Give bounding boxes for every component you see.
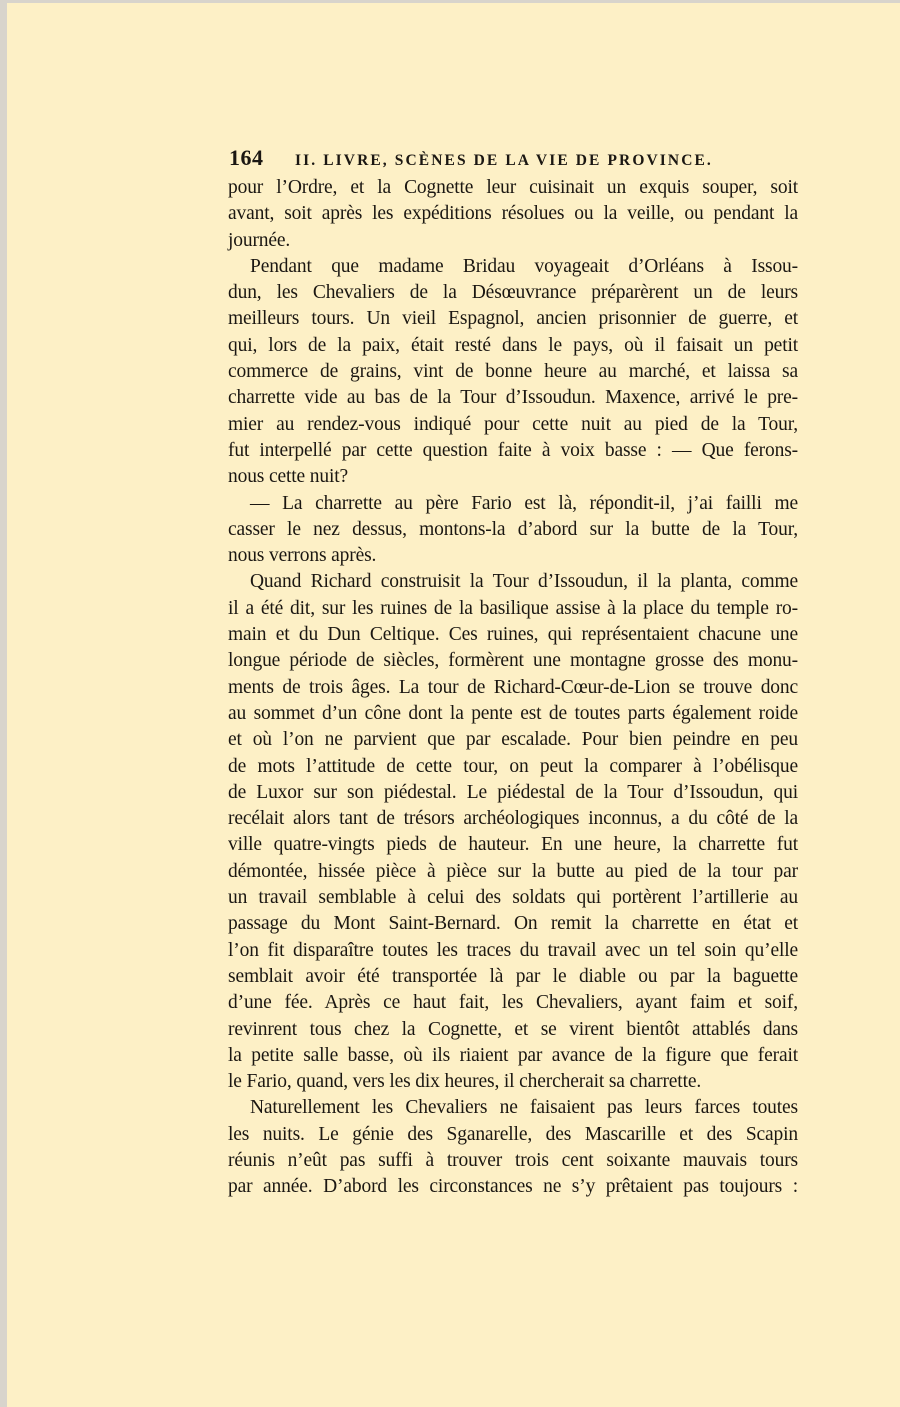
text-line: casser le nez dessus, montons-la d’abord sur la butte de la Tour, (228, 518, 798, 540)
text-line: Quand Richard construisit la Tour d’Issoudun, il la planta, comme (250, 571, 798, 593)
text-line: dun, les Chevaliers de la Désœuvrance préparèrent un de leurs (228, 282, 798, 304)
text-line: journée. (228, 229, 291, 251)
page-number: 164 (229, 145, 264, 170)
text-line: commerce de grains, vint de bonne heure au marché, et laissa sa (228, 361, 798, 383)
text-line: au sommet d’un cône dont la pente est de toutes parts également roide (228, 702, 798, 724)
text-line: avant, soit après les expéditions résolues ou la veille, ou pendant la (228, 203, 798, 225)
text-line: Pendant que madame Bridau voyageait d’Orléans à Issou- (250, 255, 798, 277)
text-line: meilleurs tours. Un vieil Espagnol, ancien prisonnier de guerre, et (228, 308, 798, 330)
text-line: il a été dit, sur les ruines de la basilique assise à la place du temple ro- (228, 597, 798, 619)
text-line: passage du Mont Saint-Bernard. On remit la charrette en état et (228, 913, 798, 935)
text-line: réunis n’eût pas suffi à trouver trois cent soixante mauvais tours (228, 1149, 798, 1171)
text-line: longue période de siècles, formèrent une montagne grosse des monu- (228, 650, 798, 672)
text-line: charrette vide au bas de la Tour d’Issoudun. Maxence, arrivé le pre- (228, 387, 798, 409)
text-line: revinrent tous chez la Cognette, et se virent bientôt attablés dans (228, 1018, 798, 1040)
text-line: recélait alors tant de trésors archéologiques inconnus, a du côté de la (228, 808, 798, 830)
text-line: ville quatre-vingts pieds de hauteur. En une heure, la charrette fut (228, 834, 798, 856)
text-line: et où l’on ne parvient que par escalade. Pour bien peindre en peu (228, 729, 798, 751)
text-line: de Luxor sur son piédestal. Le piédestal de la Tour d’Issoudun, qui (228, 781, 798, 803)
text-line: par année. D’abord les circonstances ne s’y prêtaient pas toujours : (228, 1176, 798, 1198)
text-line: démontée, hissée pièce à pièce sur la butte au pied de la tour par (228, 860, 798, 882)
running-head (229, 145, 799, 175)
text-line: pour l’Ordre, et la Cognette leur cuisinait un exquis souper, soit (228, 177, 798, 198)
text-line: Naturellement les Chevaliers ne faisaient pas leurs farces toutes (250, 1097, 798, 1119)
text-line: nous verrons après. (228, 545, 377, 567)
text-line: semblait avoir été transportée là par le diable ou par la baguette (228, 965, 798, 987)
text-line: — La charrette au père Fario est là, répondit-il, j’ai failli me (250, 492, 798, 514)
text-line: le Fario, quand, vers les dix heures, il chercherait sa charrette. (228, 1071, 702, 1093)
text-line: mier au rendez-vous indiqué pour cette nuit au pied de la Tour, (228, 413, 798, 435)
running-title: II. LIVRE, SCÈNES DE LA VIE DE PROVINCE. (295, 152, 713, 169)
text-line: les nuits. Le génie des Sganarelle, des Mascarille et des Scapin (228, 1123, 798, 1145)
text-line: l’on fit disparaître toutes les traces du travail avec un tel soin qu’elle (228, 939, 798, 961)
text-line: d’une fée. Après ce haut fait, les Chevaliers, ayant faim et soif, (228, 992, 798, 1014)
text-line: nous cette nuit? (228, 466, 348, 488)
body-text (228, 175, 798, 1201)
text-line: fut interpellé par cette question faite à voix basse : — Que ferons- (228, 439, 798, 461)
text-line: ments de trois âges. La tour de Richard-Cœur-de-Lion se trouve donc (228, 676, 798, 698)
text-line: la petite salle basse, où ils riaient par avance de la figure que ferait (228, 1044, 798, 1066)
text-line: main et du Dun Celtique. Ces ruines, qui représentaient chacune une (228, 624, 798, 646)
text-line: de mots l’attitude de cette tour, on peut la comparer à l’obélisque (228, 755, 798, 777)
text-line: qui, lors de la paix, était resté dans le pays, où il faisait un petit (228, 334, 798, 356)
text-line: un travail semblable à celui des soldats qui portèrent l’artillerie au (228, 887, 798, 909)
